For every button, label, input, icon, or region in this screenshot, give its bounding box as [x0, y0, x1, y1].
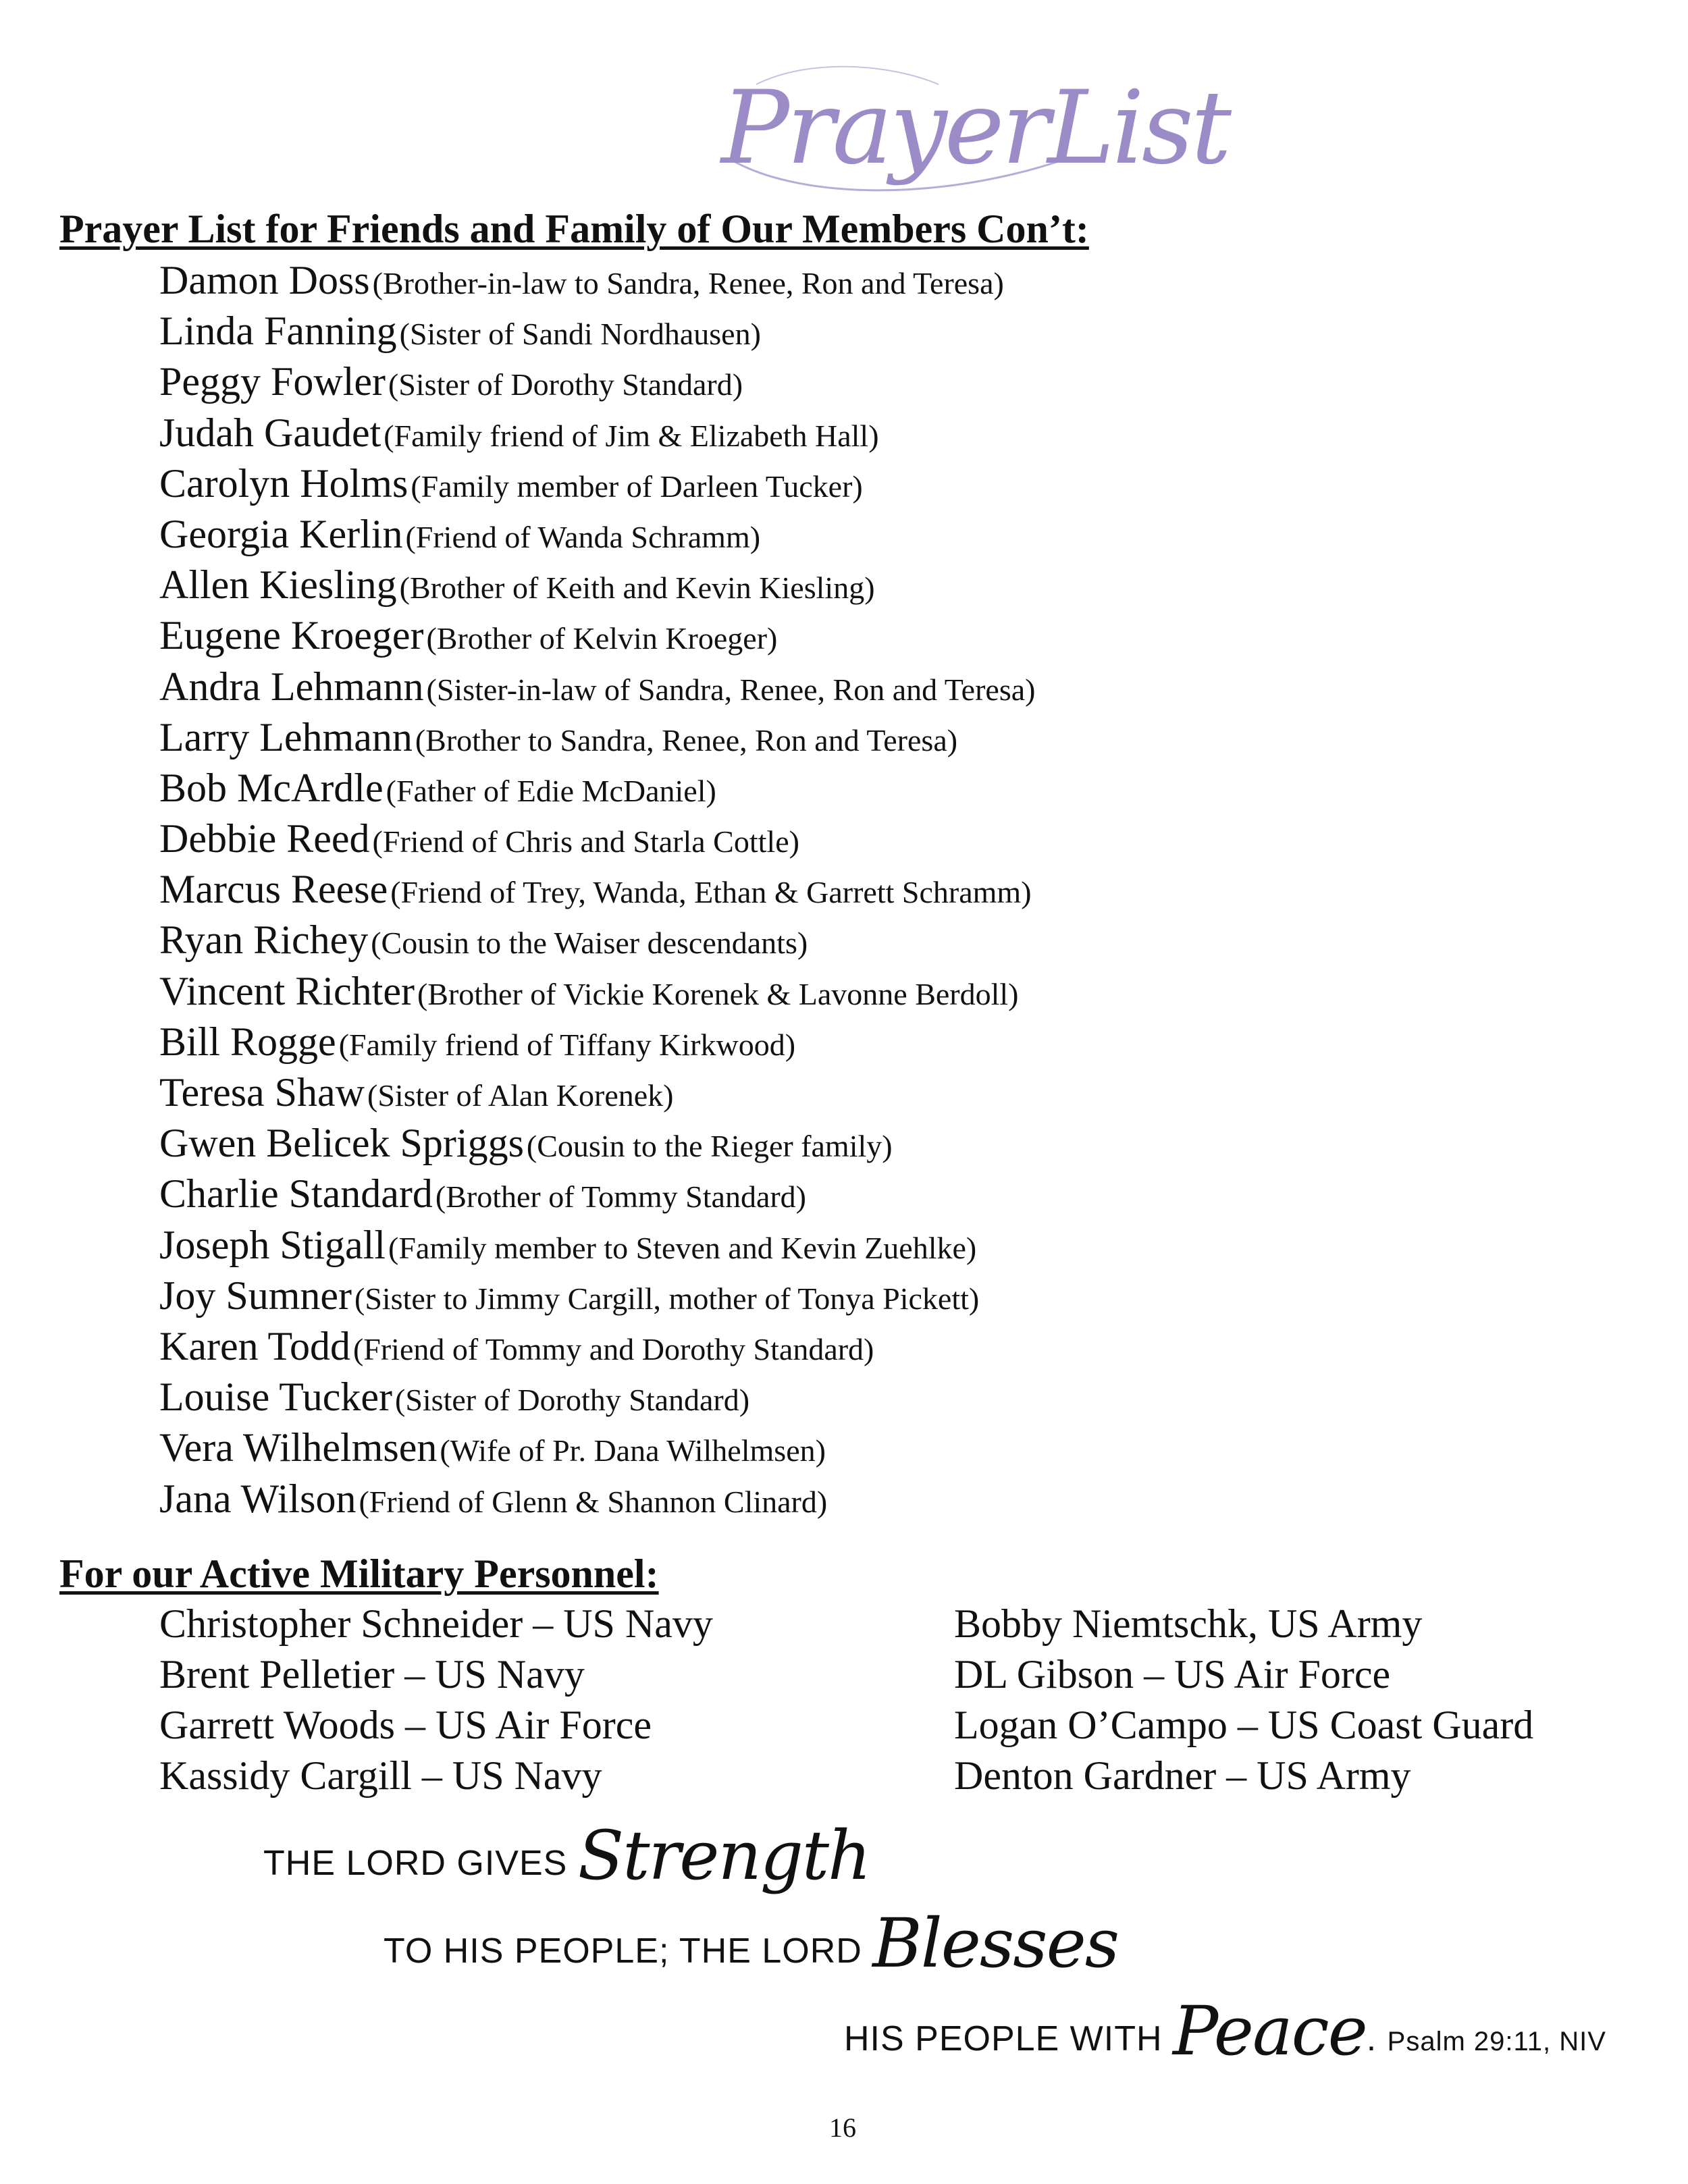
- verse-script-peace: Peace: [1172, 1992, 1367, 2071]
- verse-line-3: [844, 1992, 1606, 2071]
- prayer-entry-name: Vera Wilhelmsen: [159, 1425, 438, 1470]
- prayer-entry-name: Joy Sumner: [159, 1273, 352, 1318]
- prayer-entry: [159, 560, 1035, 610]
- military-entry: DL Gibson – US Air Force: [954, 1652, 1391, 1697]
- prayer-entry-name: Jana Wilson: [159, 1476, 357, 1521]
- prayer-entry-name: Marcus Reese: [159, 867, 388, 912]
- prayer-entry-relation: (Wife of Pr. Dana Wilhelmsen): [440, 1433, 826, 1468]
- military-entry: Kassidy Cargill – US Navy: [159, 1753, 602, 1798]
- prayer-entry-name: Gwen Belicek Spriggs: [159, 1121, 524, 1166]
- military-entry: Christopher Schneider – US Navy: [159, 1601, 713, 1646]
- prayer-entry-relation: (Brother to Sandra, Renee, Ron and Teresa): [415, 722, 958, 757]
- prayer-entry: [159, 1372, 1035, 1422]
- verse-citation: Psalm 29:11, NIV: [1387, 2027, 1606, 2056]
- prayer-entry: [159, 458, 1035, 509]
- prayer-entry: [159, 610, 1035, 661]
- prayer-entry: [159, 255, 1035, 306]
- prayer-entry: [159, 712, 1035, 763]
- prayer-entry-name: Joseph Stigall: [159, 1222, 386, 1267]
- prayer-entry-name: Bill Rogge: [159, 1019, 336, 1064]
- verse-line-2: [384, 1904, 1118, 1983]
- verse-line-1: [263, 1816, 870, 1895]
- military-entry: Garrett Woods – US Air Force: [159, 1703, 652, 1747]
- prayer-entry-name: Linda Fanning: [159, 309, 397, 354]
- prayer-entry-relation: (Sister of Dorothy Standard): [388, 367, 743, 402]
- prayer-entry: [159, 1271, 1035, 1321]
- verse-script-strength: Strength: [577, 1816, 870, 1895]
- prayer-entry-name: Judah Gaudet: [159, 410, 381, 455]
- prayer-entry-relation: (Sister of Dorothy Standard): [395, 1383, 750, 1418]
- military-entry: Denton Gardner – US Army: [954, 1753, 1411, 1798]
- friends-family-list: [159, 255, 1035, 1524]
- prayer-entry-relation: (Cousin to the Waiser descendants): [371, 926, 808, 961]
- prayer-entry: [159, 1422, 1035, 1473]
- prayer-entry-relation: (Sister-in-law of Sandra, Renee, Ron and Teresa): [426, 672, 1036, 707]
- military-entry: Logan O’Campo – US Coast Guard: [954, 1703, 1534, 1747]
- prayer-entry: [159, 662, 1035, 712]
- prayer-entry: [159, 1017, 1035, 1067]
- prayer-entry-relation: (Family member of Darleen Tucker): [411, 469, 863, 504]
- prayer-entry-name: Larry Lehmann: [159, 714, 413, 760]
- prayer-entry-relation: (Friend of Glenn & Shannon Clinard): [359, 1484, 828, 1519]
- prayer-entry: [159, 509, 1035, 560]
- prayer-entry: [159, 356, 1035, 407]
- prayer-entry-name: Damon Doss: [159, 258, 370, 302]
- prayer-entry-name: Debbie Reed: [159, 816, 370, 861]
- prayer-entry-relation: (Sister of Sandi Nordhausen): [399, 317, 761, 352]
- prayer-entry-name: Teresa Shaw: [159, 1070, 365, 1115]
- prayer-entry-name: Bob McArdle: [159, 765, 384, 810]
- prayer-entry: [159, 864, 1035, 915]
- prayer-entry-name: Peggy Fowler: [159, 359, 386, 404]
- prayer-entry-name: Georgia Kerlin: [159, 511, 403, 556]
- prayer-entry-relation: (Family friend of Tiffany Kirkwood): [338, 1027, 796, 1062]
- prayer-entry-name: Karen Todd: [159, 1323, 350, 1368]
- verse-line-2-text: TO HIS PEOPLE; THE LORD: [384, 1932, 873, 1971]
- prayer-entry: [159, 915, 1035, 965]
- prayer-entry-name: Andra Lehmann: [159, 664, 424, 709]
- prayer-entry-relation: (Sister of Alan Korenek): [367, 1078, 674, 1113]
- prayer-entry-name: Louise Tucker: [159, 1375, 392, 1420]
- prayer-entry: [159, 1169, 1035, 1219]
- military-list-right: [954, 1599, 1533, 1801]
- prayer-entry-relation: (Cousin to the Rieger family): [526, 1129, 893, 1164]
- prayer-entry-relation: (Brother of Vickie Korenek & Lavonne Berdoll): [417, 976, 1019, 1011]
- verse-period: .: [1366, 2019, 1377, 2058]
- prayer-entry-name: Allen Kiesling: [159, 562, 397, 608]
- prayer-entry-name: Eugene Kroeger: [159, 613, 424, 658]
- prayer-entry-name: Vincent Richter: [159, 968, 415, 1013]
- friends-family-heading: Prayer List for Friends and Family of Our Members Con’t:: [59, 207, 1089, 251]
- prayer-entry-relation: (Friend of Tommy and Dorothy Standard): [352, 1331, 874, 1366]
- prayer-entry: [159, 1220, 1035, 1271]
- prayer-entry-name: Ryan Richey: [159, 917, 369, 963]
- prayer-entry-name: Carolyn Holms: [159, 460, 408, 506]
- verse-script-blesses: Blesses: [872, 1904, 1119, 1983]
- prayer-entry-relation: (Friend of Wanda Schramm): [405, 519, 761, 554]
- verse-line-3-text: HIS PEOPLE WITH: [844, 2019, 1173, 2058]
- military-entry: Brent Pelletier – US Navy: [159, 1652, 585, 1697]
- prayer-entry-name: Charlie Standard: [159, 1171, 433, 1217]
- logo-text: PrayerList: [721, 70, 1230, 187]
- prayer-entry-relation: (Friend of Chris and Starla Cottle): [372, 824, 799, 859]
- prayer-entry: [159, 1067, 1035, 1118]
- prayer-entry: [159, 1118, 1035, 1169]
- prayer-entry: [159, 408, 1035, 458]
- prayer-entry-relation: (Sister to Jimmy Cargill, mother of Tonya Pickett): [354, 1281, 980, 1316]
- military-heading: For our Active Military Personnel:: [59, 1551, 659, 1596]
- prayer-entry: [159, 1321, 1035, 1372]
- prayer-entry: [159, 1474, 1035, 1524]
- prayer-entry-relation: (Friend of Trey, Wanda, Ethan & Garrett Schramm): [390, 875, 1032, 910]
- prayer-entry-relation: (Brother-in-law to Sandra, Renee, Ron and Teresa): [372, 266, 1004, 300]
- military-entry: Bobby Niemtschk, US Army: [954, 1601, 1423, 1646]
- prayer-entry-relation: (Brother of Kelvin Kroeger): [426, 621, 778, 656]
- prayer-entry: [159, 966, 1035, 1017]
- prayer-entry-relation: (Brother of Tommy Standard): [435, 1179, 806, 1215]
- prayer-entry: [159, 763, 1035, 814]
- prayer-entry: [159, 306, 1035, 356]
- prayer-entry: [159, 814, 1035, 864]
- verse-line-1-text: THE LORD GIVES: [263, 1844, 578, 1883]
- prayer-entry-relation: (Father of Edie McDaniel): [386, 773, 716, 808]
- prayer-entry-relation: (Family friend of Jim & Elizabeth Hall): [384, 418, 879, 453]
- page-number: 16: [829, 2112, 856, 2143]
- prayer-entry-relation: (Family member to Steven and Kevin Zuehlke): [388, 1230, 977, 1265]
- prayer-list-logo: [716, 57, 1230, 213]
- prayer-entry-relation: (Brother of Keith and Kevin Kiesling): [399, 570, 875, 606]
- military-list-left: [159, 1599, 713, 1801]
